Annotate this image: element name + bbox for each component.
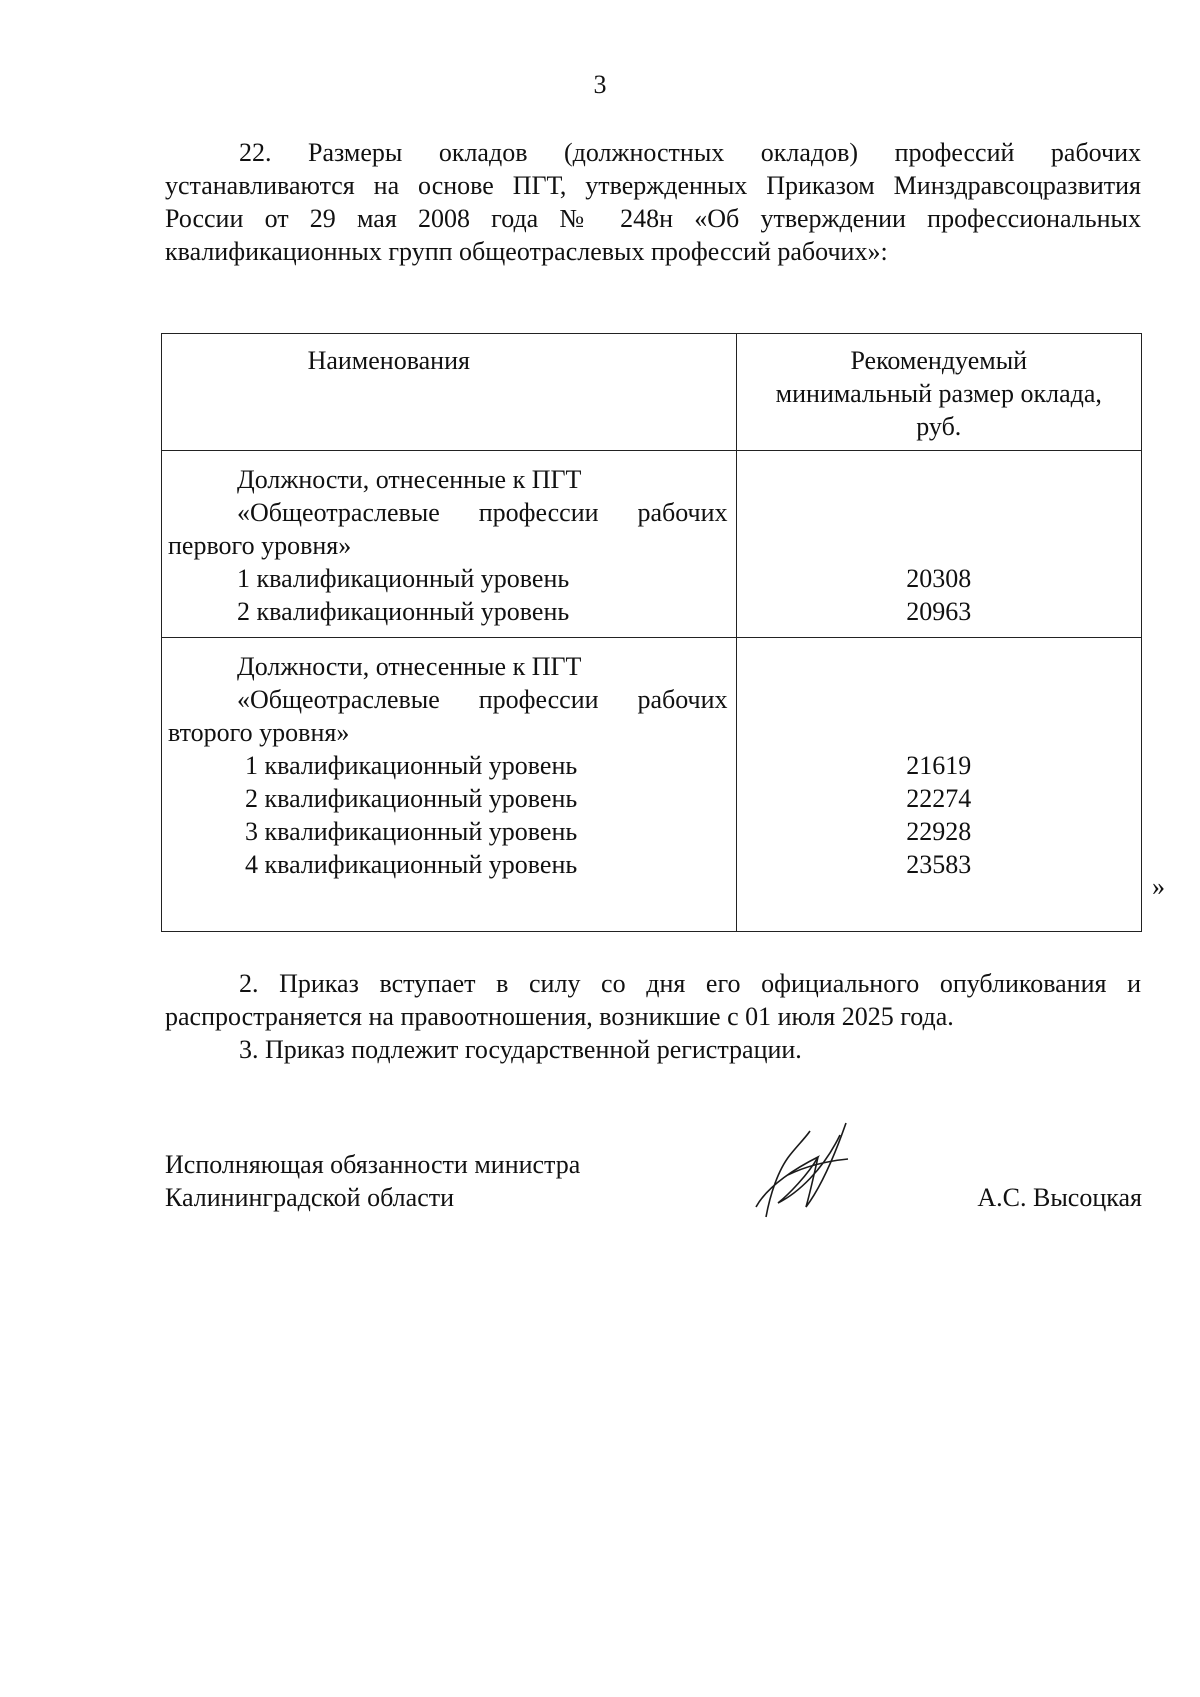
group-2-level-4-label: 4 квалификационный уровень: [245, 850, 578, 879]
clause-22-paragraph: 22. Размеры окладов (должностных окладов) профессий рабочих устанавливаются на основе ПГТ, утвержденных Приказом Минздравсоцразвития России от 29 мая 2008 года № 248н «Об утверждении профессиональных квалификационных групп общеотраслевых профессий рабочих»:: [165, 138, 1141, 266]
group-1-level-2-label: 2 квалификационный уровень: [237, 597, 570, 626]
table-row-group-1: [162, 451, 1142, 638]
group-2-level-3-value: 22928: [906, 817, 972, 846]
signer-position: [165, 1148, 580, 1214]
page-number: 3: [593, 70, 607, 99]
group-1-title-line-2: «Общеотраслевые профессии рабочих: [237, 498, 728, 527]
header-name-label: Наименования: [307, 346, 470, 375]
salary-table: [161, 333, 1142, 932]
group-1-level-2-value: 20963: [906, 597, 972, 626]
group-1-name-cell: [162, 451, 737, 638]
header-value-line-3: руб.: [916, 412, 962, 441]
clause-3-paragraph: 3. Приказ подлежит государственной регистрации.: [239, 1035, 802, 1064]
group-2-level-4-value: 23583: [906, 850, 972, 879]
group-2-title-line-2: «Общеотраслевые профессии рабочих: [237, 685, 728, 714]
group-2-value-cell: [736, 638, 1141, 932]
group-2-name-cell: [162, 638, 737, 932]
header-value-line-1: Рекомендуемый: [850, 346, 1028, 375]
header-value-line-2: минимальный размер оклада,: [775, 379, 1102, 408]
group-2-level-1-label: 1 квалификационный уровень: [245, 751, 578, 780]
group-2-level-1-value: 21619: [906, 751, 972, 780]
group-2-title-line-1: Должности, отнесенные к ПГТ: [237, 652, 582, 681]
group-1-title-line-1: Должности, отнесенные к ПГТ: [237, 465, 582, 494]
group-2-level-2-label: 2 квалификационный уровень: [245, 784, 578, 813]
signer-position-line-1: Исполняющая обязанности министра: [165, 1150, 581, 1179]
group-1-title-line-3: первого уровня»: [168, 531, 352, 560]
group-1-level-1-value: 20308: [906, 564, 972, 593]
table-header-row: [162, 334, 1142, 451]
group-2-level-3-label: 3 квалификационный уровень: [245, 817, 578, 846]
group-2-level-2-value: 22274: [906, 784, 972, 813]
signer-name: А.С. Высоцкая: [977, 1183, 1142, 1212]
group-1-value-cell: [736, 451, 1141, 638]
group-2-title-line-3: второго уровня»: [168, 718, 350, 747]
table-row-group-2: [162, 638, 1142, 932]
group-1-level-1-label: 1 квалификационный уровень: [237, 564, 570, 593]
closing-quote-mark: »: [1152, 872, 1165, 901]
signer-position-line-2: Калининградской области: [165, 1183, 455, 1212]
header-value-cell: [736, 334, 1141, 451]
clause-2-paragraph: 2. Приказ вступает в силу со дня его официального опубликования и распространяется на правоотношения, возникшие с 01 июля 2025 года.: [165, 969, 1141, 1031]
handwritten-signature: [748, 1115, 868, 1225]
header-name-cell: [162, 334, 737, 451]
